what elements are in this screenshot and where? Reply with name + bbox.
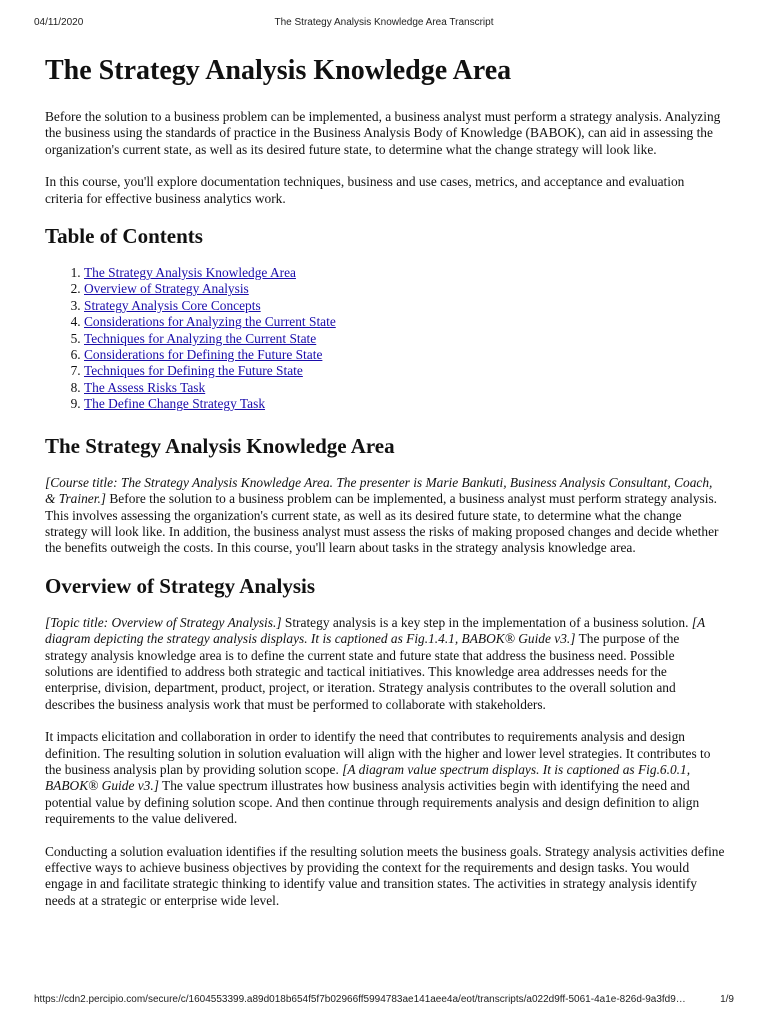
- toc-item: [84, 314, 725, 330]
- print-date: 04/11/2020: [34, 17, 84, 28]
- toc-link-techniques-future[interactable]: Techniques for Defining the Future State: [84, 363, 303, 379]
- print-header-title: The Strategy Analysis Knowledge Area Transcript: [274, 17, 494, 28]
- section-heading-overview: Overview of Strategy Analysis: [45, 573, 316, 598]
- topic-title-note: [Topic title: Overview of Strategy Analysis.]: [45, 614, 282, 630]
- document-content: [45, 55, 725, 925]
- section-knowledge-area-paragraph: [45, 475, 725, 557]
- diagram-note: [A diagram depicting the strategy analysis displays. It is captioned as Fig.1.4.1, BABOK® Guide v3.]: [45, 614, 705, 647]
- toc-item: [84, 331, 725, 347]
- toc-item: [84, 265, 725, 281]
- toc-heading: Table of Contents: [45, 224, 203, 249]
- overview-paragraph-3: Conducting a solution evaluation identifies if the resulting solution meets the business goals. Strategy analysis activities define effective ways to achieve business objectives by providing the context for the requirements and design tasks. You would engage in and facilitate strategic thinking to identify value and transition states. The activities in strategy analysis identify needs at a strategic or enterprise wide level.: [45, 843, 725, 908]
- toc-item: [84, 380, 725, 396]
- toc-item: [84, 363, 725, 379]
- toc-link-techniques-current[interactable]: Techniques for Analyzing the Current State: [84, 330, 317, 346]
- paragraph-text: Before the solution to a business problem can be implemented, a business analyst must perform strategy analysis. This involves assessing the organization's current state, as well as its desired future state, to determine what the change strategy will look like. In addition, the business analyst must assess the risks of making proposed changes and decide whether the benefits outweigh the costs. In this course, you'll learn about tasks in the strategy analysis knowledge area.: [45, 491, 719, 556]
- toc-link-overview[interactable]: Overview of Strategy Analysis: [84, 281, 249, 297]
- diagram-note: [A diagram value spectrum displays. It is captioned as Fig.6.0.1, BABOK® Guide v3.]: [45, 761, 691, 794]
- page-number: 1/9: [720, 994, 734, 1005]
- toc-link-considerations-current[interactable]: Considerations for Analyzing the Current State: [84, 314, 336, 330]
- overview-paragraph-1: [45, 615, 725, 713]
- toc-link-define-change-strategy[interactable]: The Define Change Strategy Task: [84, 396, 266, 412]
- toc-item: [84, 281, 725, 297]
- toc-link-knowledge-area[interactable]: The Strategy Analysis Knowledge Area: [84, 265, 296, 281]
- course-title-note: [Course title: The Strategy Analysis Knowledge Area. The presenter is Marie Bankuti, Business Analysis Consultant, Coach, & Trainer.]: [45, 474, 713, 507]
- page-title: The Strategy Analysis Knowledge Area: [45, 55, 512, 86]
- toc-link-assess-risks[interactable]: The Assess Risks Task: [84, 379, 206, 395]
- toc-item: [84, 298, 725, 314]
- section-heading-knowledge-area: The Strategy Analysis Knowledge Area: [45, 433, 395, 458]
- paragraph-text: The value spectrum illustrates how business analysis activities begin with identifying the need and potential value by defining solution scope. And then continue through requirements analysis and design definition to align requirements to the value delivered.: [45, 778, 700, 827]
- overview-paragraph-2: [45, 729, 725, 827]
- toc-item: [84, 396, 725, 412]
- paragraph-text: The purpose of the strategy analysis knowledge area is to define the current state and future state that address the business need. Possible solutions are identified to address both strategic and tactical initiatives. This knowledge area addresses needs for the enterprise, division, department, product, project, or iteration. Strategy analysis contributes to the overall solution and describes the business analysis work that must be performed to collaborate with stakeholders.: [45, 631, 680, 712]
- table-of-contents: [45, 265, 725, 413]
- intro-paragraph-1: Before the solution to a business problem can be implemented, a business analyst must perform a strategy analysis. Analyzing the business using the standards of practice in the Business Analysis Body of Knowledge (BABOK), can aid in assessing the organization's current state, as well as its desired future state, to determine what the change strategy will look like.: [45, 109, 721, 157]
- paragraph-text: Strategy analysis is a key step in the implementation of a business solution.: [281, 614, 692, 630]
- toc-item: [84, 347, 725, 363]
- toc-link-considerations-future[interactable]: Considerations for Defining the Future State: [84, 347, 323, 363]
- print-footer-url: https://cdn2.percipio.com/secure/c/1604553399.a89d018b654f5f7b02966ff5994783ae141aee4a/eot/transcripts/a022d9ff-5061-4a1e-826d-9a3fd9…: [34, 994, 686, 1005]
- intro-paragraph-2: In this course, you'll explore documentation techniques, business and use cases, metrics, and acceptance and evaluation criteria for effective business analytics work.: [45, 174, 685, 206]
- paragraph-text: It impacts elicitation and collaboration in order to identify the need that contributes to requirements analysis and design definition. The resulting solution in solution evaluation will align with the higher and lower level strategies. It contributes to the business analysis plan by providing solution scope.: [45, 729, 711, 777]
- toc-link-core-concepts[interactable]: Strategy Analysis Core Concepts: [84, 297, 261, 313]
